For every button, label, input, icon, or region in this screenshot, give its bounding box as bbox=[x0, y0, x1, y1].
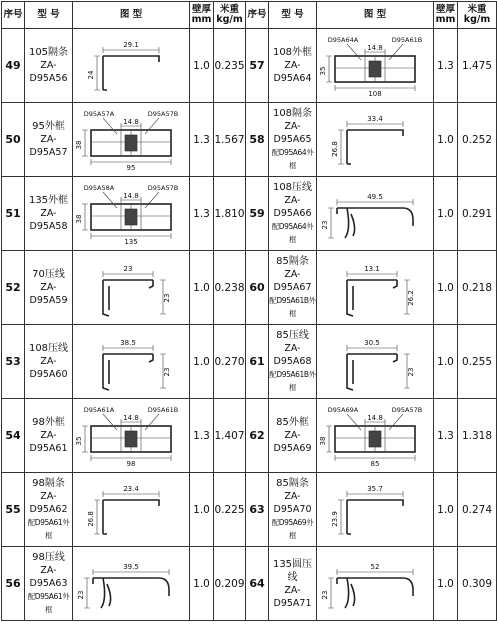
profile-note: 配D95A64外框 bbox=[271, 148, 314, 170]
profile-svg bbox=[73, 474, 189, 546]
profile-row bbox=[2, 29, 497, 103]
part-label-a: D95A64A bbox=[327, 35, 359, 44]
profile-svg bbox=[73, 178, 189, 250]
height-dimension: 35 bbox=[75, 436, 83, 445]
model-cell bbox=[269, 177, 317, 251]
height-dimension: 26.2 bbox=[407, 289, 415, 306]
width-dimension: 49.5 bbox=[367, 192, 383, 201]
wall-thickness: 1.0 bbox=[434, 547, 458, 621]
profile-outline bbox=[103, 354, 153, 390]
thermal-break bbox=[369, 61, 381, 77]
profile-outline bbox=[337, 578, 413, 608]
profile-note: 配D95A64外框 bbox=[271, 222, 314, 244]
meter-weight: 0.274 bbox=[458, 473, 497, 547]
profile-code: ZA-D95A56 bbox=[29, 60, 68, 84]
profile-name: 85隔条 bbox=[276, 256, 309, 267]
part-label-b: D95A57B bbox=[147, 109, 179, 118]
profile-note: 配D95A61外框 bbox=[27, 592, 70, 614]
profile-code: ZA-D95A69 bbox=[273, 430, 312, 454]
profile-code: ZA-D95A68 bbox=[273, 343, 312, 367]
profile-drawing bbox=[317, 325, 434, 399]
profile-row bbox=[2, 251, 497, 325]
height-dimension: 23 bbox=[321, 220, 329, 229]
profile-code: ZA-D95A64 bbox=[273, 60, 312, 84]
profile-svg bbox=[317, 104, 433, 176]
height-dimension: 23 bbox=[321, 590, 329, 599]
header-seq-right: 序号 bbox=[246, 2, 269, 29]
profile-drawing bbox=[317, 473, 434, 547]
profile-name: 108压线 bbox=[28, 343, 69, 354]
height-dimension: 26.8 bbox=[331, 140, 339, 157]
break-width-dimension: 14.8 bbox=[123, 191, 139, 200]
width-dimension: 33.4 bbox=[367, 114, 383, 123]
meter-weight: 0.255 bbox=[458, 325, 497, 399]
profile-code: ZA-D95A62 bbox=[29, 491, 68, 515]
profile-name: 135圆压线 bbox=[272, 558, 313, 583]
profile-code: ZA-D95A59 bbox=[29, 282, 68, 306]
profile-code: ZA-D95A57 bbox=[29, 134, 68, 158]
profile-code: ZA-D95A65 bbox=[273, 121, 312, 145]
header-figure: 图 型 bbox=[73, 2, 190, 29]
profile-drawing bbox=[317, 177, 434, 251]
height-dimension: 26.8 bbox=[87, 510, 95, 527]
profile-code: ZA-D95A60 bbox=[29, 356, 68, 380]
row-number: 53 bbox=[2, 325, 25, 399]
profile-svg bbox=[73, 252, 189, 324]
profile-outline bbox=[347, 500, 403, 534]
part-label-a: D95A61A bbox=[83, 405, 115, 414]
profile-drawing bbox=[73, 103, 190, 177]
profile-code: ZA-D95A70 bbox=[273, 491, 312, 515]
profile-row bbox=[2, 399, 497, 473]
break-width-dimension: 14.8 bbox=[367, 413, 383, 422]
width-dimension: 39.5 bbox=[123, 562, 139, 571]
meter-weight: 0.209 bbox=[214, 547, 246, 621]
row-number: 57 bbox=[246, 29, 269, 103]
row-number: 51 bbox=[2, 177, 25, 251]
header-wall: 壁厚 mm bbox=[190, 2, 214, 29]
model-cell bbox=[269, 473, 317, 547]
row-number: 63 bbox=[246, 473, 269, 547]
model-cell bbox=[25, 325, 73, 399]
height-dimension: 38 bbox=[75, 140, 83, 149]
profile-code: ZA-D95A61 bbox=[29, 430, 68, 454]
profile-row bbox=[2, 473, 497, 547]
row-number: 64 bbox=[246, 547, 269, 621]
profile-drawing bbox=[73, 251, 190, 325]
profile-svg bbox=[73, 326, 189, 398]
break-width-dimension: 14.8 bbox=[367, 43, 383, 52]
header-seq: 序号 bbox=[2, 2, 25, 29]
width-dimension: 98 bbox=[126, 459, 136, 468]
profile-note: 配D95A61外框 bbox=[27, 518, 70, 540]
meter-weight: 0.309 bbox=[458, 547, 497, 621]
profile-drawing bbox=[317, 399, 434, 473]
profile-name: 98外框 bbox=[32, 417, 65, 428]
width-dimension: 38.5 bbox=[120, 338, 136, 347]
model-cell bbox=[269, 103, 317, 177]
header-model: 型 号 bbox=[25, 2, 73, 29]
meter-weight: 0.270 bbox=[214, 325, 246, 399]
row-number: 60 bbox=[246, 251, 269, 325]
wall-thickness: 1.3 bbox=[434, 399, 458, 473]
profile-note: 配D95A61B外框 bbox=[269, 370, 316, 392]
model-cell bbox=[25, 251, 73, 325]
profile-drawing bbox=[317, 103, 434, 177]
thermal-break bbox=[125, 209, 137, 225]
model-cell bbox=[25, 103, 73, 177]
meter-weight: 1.475 bbox=[458, 29, 497, 103]
profile-drawing bbox=[317, 29, 434, 103]
profile-code: ZA-D95A71 bbox=[273, 584, 312, 609]
model-cell bbox=[269, 547, 317, 621]
profile-svg bbox=[317, 326, 433, 398]
row-number: 54 bbox=[2, 399, 25, 473]
row-number: 50 bbox=[2, 103, 25, 177]
profile-svg bbox=[317, 474, 433, 546]
height-dimension: 23 bbox=[163, 367, 171, 376]
profile-code: ZA-D95A58 bbox=[29, 208, 68, 232]
header-row bbox=[2, 2, 497, 29]
model-cell bbox=[25, 399, 73, 473]
profile-code: ZA-D95A66 bbox=[273, 195, 312, 219]
break-width-dimension: 14.8 bbox=[123, 117, 139, 126]
meter-weight: 1.567 bbox=[214, 103, 246, 177]
profile-name: 98压线 bbox=[32, 552, 65, 563]
profile-drawing bbox=[73, 473, 190, 547]
header-model-right: 型 号 bbox=[269, 2, 317, 29]
model-cell bbox=[25, 177, 73, 251]
meter-weight: 1.810 bbox=[214, 177, 246, 251]
part-label-b: D95A57B bbox=[147, 183, 179, 192]
width-dimension: 135 bbox=[124, 237, 138, 246]
profile-svg bbox=[317, 30, 433, 102]
row-number: 61 bbox=[246, 325, 269, 399]
meter-weight: 0.238 bbox=[214, 251, 246, 325]
width-dimension: 95 bbox=[126, 163, 136, 172]
profile-outline bbox=[347, 354, 397, 390]
catalog-sheet bbox=[1, 1, 496, 625]
profile-outline bbox=[347, 130, 403, 164]
profile-name: 98隔条 bbox=[32, 478, 65, 489]
model-cell bbox=[25, 29, 73, 103]
thermal-break bbox=[369, 431, 381, 447]
model-cell bbox=[25, 473, 73, 547]
part-label-a: D95A69A bbox=[327, 405, 359, 414]
profile-drawing bbox=[73, 547, 190, 621]
height-dimension: 38 bbox=[75, 214, 83, 223]
profile-drawing bbox=[73, 177, 190, 251]
row-number: 59 bbox=[246, 177, 269, 251]
header-weight-right: 米重 kg/m bbox=[458, 2, 497, 29]
profile-row bbox=[2, 547, 497, 621]
wall-thickness: 1.3 bbox=[434, 29, 458, 103]
height-dimension: 24 bbox=[87, 70, 95, 79]
wall-thickness: 1.0 bbox=[190, 547, 214, 621]
meter-weight: 0.291 bbox=[458, 177, 497, 251]
part-label-b: D95A61B bbox=[391, 35, 423, 44]
profile-svg bbox=[73, 104, 189, 176]
width-dimension: 30.5 bbox=[364, 338, 380, 347]
model-cell bbox=[269, 251, 317, 325]
width-dimension: 29.1 bbox=[123, 40, 139, 49]
profile-note: 配D95A69外框 bbox=[271, 518, 314, 540]
width-dimension: 85 bbox=[370, 459, 380, 468]
profile-name: 85压线 bbox=[276, 330, 309, 341]
profile-svg bbox=[317, 252, 433, 324]
part-label-a: D95A58A bbox=[83, 183, 115, 192]
width-dimension: 13.1 bbox=[364, 264, 380, 273]
profile-name: 105隔条 bbox=[28, 47, 69, 58]
profile-code: ZA-D95A63 bbox=[29, 565, 68, 589]
width-dimension: 23 bbox=[123, 264, 133, 273]
profile-outline bbox=[103, 56, 159, 90]
height-dimension: 23 bbox=[77, 590, 85, 599]
profile-name: 135外框 bbox=[28, 195, 69, 206]
meter-weight: 1.318 bbox=[458, 399, 497, 473]
part-label-b: D95A57B bbox=[391, 405, 423, 414]
profile-drawing bbox=[317, 547, 434, 621]
profile-table bbox=[1, 1, 497, 621]
profile-drawing bbox=[317, 251, 434, 325]
model-cell bbox=[25, 547, 73, 621]
row-number: 49 bbox=[2, 29, 25, 103]
row-number: 56 bbox=[2, 547, 25, 621]
profile-svg bbox=[317, 548, 433, 620]
profile-outline bbox=[347, 280, 397, 316]
width-dimension: 52 bbox=[370, 562, 380, 571]
header-weight: 米重 kg/m bbox=[214, 2, 246, 29]
wall-thickness: 1.0 bbox=[190, 251, 214, 325]
break-width-dimension: 14.8 bbox=[123, 413, 139, 422]
profile-outline bbox=[337, 208, 413, 238]
profile-name: 108隔条 bbox=[272, 108, 313, 119]
meter-weight: 0.252 bbox=[458, 103, 497, 177]
part-label-a: D95A57A bbox=[83, 109, 115, 118]
profile-name: 95外框 bbox=[32, 121, 65, 132]
profile-name: 108压线 bbox=[272, 182, 313, 193]
model-cell bbox=[269, 325, 317, 399]
profile-svg bbox=[73, 548, 189, 620]
profile-svg bbox=[73, 400, 189, 472]
profile-name: 70压线 bbox=[32, 269, 65, 280]
profile-drawing bbox=[73, 325, 190, 399]
row-number: 62 bbox=[246, 399, 269, 473]
row-number: 55 bbox=[2, 473, 25, 547]
wall-thickness: 1.3 bbox=[190, 399, 214, 473]
height-dimension: 38 bbox=[319, 436, 327, 445]
header-wall-right: 壁厚 mm bbox=[434, 2, 458, 29]
wall-thickness: 1.0 bbox=[190, 325, 214, 399]
profile-svg bbox=[317, 178, 433, 250]
height-dimension: 23 bbox=[407, 367, 415, 376]
profile-name: 85隔条 bbox=[276, 478, 309, 489]
profile-row bbox=[2, 177, 497, 251]
wall-thickness: 1.0 bbox=[190, 473, 214, 547]
profile-row bbox=[2, 325, 497, 399]
profile-name: 85外框 bbox=[276, 417, 309, 428]
profile-drawing bbox=[73, 29, 190, 103]
wall-thickness: 1.3 bbox=[190, 177, 214, 251]
row-number: 52 bbox=[2, 251, 25, 325]
wall-thickness: 1.0 bbox=[434, 103, 458, 177]
wall-thickness: 1.0 bbox=[434, 251, 458, 325]
model-cell bbox=[269, 29, 317, 103]
model-cell bbox=[269, 399, 317, 473]
profile-drawing bbox=[73, 399, 190, 473]
profile-code: ZA-D95A67 bbox=[273, 269, 312, 293]
header-figure-right: 图 型 bbox=[317, 2, 434, 29]
profile-outline bbox=[103, 500, 159, 534]
width-dimension: 23.4 bbox=[123, 484, 139, 493]
wall-thickness: 1.0 bbox=[434, 177, 458, 251]
part-label-b: D95A61B bbox=[147, 405, 179, 414]
thermal-break bbox=[125, 135, 137, 151]
profile-name: 108外框 bbox=[272, 47, 313, 58]
thermal-break bbox=[125, 431, 137, 447]
height-dimension: 35 bbox=[319, 66, 327, 75]
wall-thickness: 1.0 bbox=[434, 473, 458, 547]
profile-svg bbox=[317, 400, 433, 472]
profile-outline bbox=[103, 280, 153, 316]
height-dimension: 23.9 bbox=[331, 510, 339, 527]
profile-row bbox=[2, 103, 497, 177]
height-dimension: 23 bbox=[163, 293, 171, 302]
meter-weight: 0.235 bbox=[214, 29, 246, 103]
width-dimension: 108 bbox=[368, 89, 382, 98]
meter-weight: 1.407 bbox=[214, 399, 246, 473]
profile-note: 配D95A61B外框 bbox=[269, 296, 316, 318]
profile-outline bbox=[93, 578, 169, 608]
profile-svg bbox=[73, 30, 189, 102]
meter-weight: 0.218 bbox=[458, 251, 497, 325]
wall-thickness: 1.3 bbox=[190, 103, 214, 177]
meter-weight: 0.225 bbox=[214, 473, 246, 547]
wall-thickness: 1.0 bbox=[190, 29, 214, 103]
width-dimension: 35.7 bbox=[367, 484, 383, 493]
row-number: 58 bbox=[246, 103, 269, 177]
wall-thickness: 1.0 bbox=[434, 325, 458, 399]
